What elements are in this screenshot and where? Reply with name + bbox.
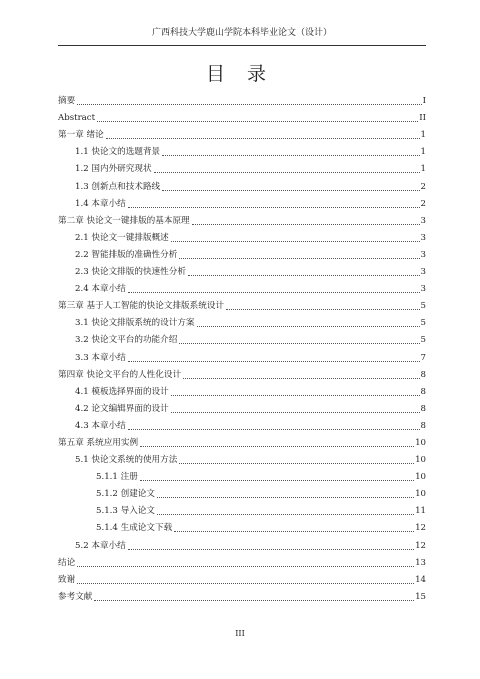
toc-entry-title: 参考文献 — [58, 591, 93, 602]
toc-entry[interactable] — [58, 569, 426, 586]
toc-entry-title: 5.1.4 生成论文下载 — [96, 523, 173, 534]
toc-entry-title: 2.1 快论文一键排版概述 — [75, 232, 169, 243]
toc-entry-page: 8 — [420, 386, 426, 397]
toc-dot-leader — [179, 257, 419, 259]
toc-entry[interactable] — [58, 534, 426, 551]
toc-entry[interactable] — [58, 552, 426, 569]
toc-entry[interactable] — [58, 278, 426, 295]
toc-entry[interactable] — [58, 312, 426, 329]
toc-entry-title: 1.3 创新点和技术路线 — [75, 181, 161, 192]
toc-entry[interactable] — [58, 295, 426, 312]
toc-dot-leader — [157, 513, 414, 515]
toc-entry-page: 1 — [420, 147, 426, 158]
toc-entry-page: 10 — [415, 472, 426, 483]
toc-entry-page: 10 — [415, 437, 426, 448]
toc-entry-title: 2.2 智能排版的准确性分析 — [75, 249, 178, 260]
toc-entry[interactable] — [58, 141, 426, 158]
toc-entry-title: 致谢 — [58, 574, 76, 585]
toc-dot-leader — [154, 171, 420, 173]
page-header: 广西科技大学鹿山学院本科毕业论文（设计） — [151, 28, 332, 38]
toc-entry-page: 10 — [415, 455, 426, 466]
toc-entry-title: 4.1 模板选择界面的设计 — [75, 386, 169, 397]
toc-dot-leader — [128, 548, 414, 550]
toc-entry[interactable] — [58, 329, 426, 346]
toc-entry-title: 3.1 快论文排版系统的设计方案 — [75, 318, 195, 329]
toc-entry-title: 3.3 本章小结 — [75, 352, 126, 363]
toc-entry-title: 第五章 系统应用实例 — [58, 437, 139, 448]
toc-entry-title: 第二章 快论文一键排版的基本原理 — [58, 215, 190, 226]
toc-entry[interactable] — [58, 193, 426, 210]
toc-entry-page: 3 — [420, 284, 426, 295]
toc-entry-title: 第一章 绪论 — [58, 130, 104, 141]
toc-entry-title: 5.1 快论文系统的使用方法 — [75, 455, 178, 466]
toc-entry[interactable] — [58, 90, 426, 107]
toc-dot-leader — [188, 274, 420, 276]
toc-entry-page: 11 — [415, 506, 426, 517]
toc-entry[interactable] — [58, 124, 426, 141]
toc-dot-leader — [128, 206, 420, 208]
toc-dot-leader — [197, 325, 420, 327]
toc-entry-page: II — [419, 113, 426, 124]
toc-entry-page: 7 — [420, 352, 426, 363]
toc-dot-leader — [179, 342, 419, 344]
toc-entry-page: 3 — [420, 249, 426, 260]
toc-entry-title: 5.1.2 创建论文 — [96, 489, 155, 500]
toc-entry-page: 8 — [420, 420, 426, 431]
toc-entry[interactable] — [58, 107, 426, 124]
toc-entry[interactable] — [58, 158, 426, 175]
toc-entry-page: 12 — [415, 523, 426, 534]
toc-dot-leader — [226, 308, 420, 310]
toc-dot-leader — [128, 360, 420, 362]
toc-dot-leader — [162, 189, 419, 191]
toc-entry-title: 4.3 本章小结 — [75, 420, 126, 431]
toc-entry-title: 1.4 本章小结 — [75, 198, 126, 209]
toc-entry-page: 5 — [420, 335, 426, 346]
toc-entry-page: 14 — [415, 574, 426, 585]
toc-dot-leader — [128, 291, 420, 293]
toc-dot-leader — [192, 223, 420, 225]
toc-entry[interactable] — [58, 432, 426, 449]
toc-dot-leader — [171, 411, 420, 413]
toc-entry-page: 8 — [420, 369, 426, 380]
toc-entry[interactable] — [58, 227, 426, 244]
toc-entry-page: 3 — [420, 232, 426, 243]
toc-entry[interactable] — [58, 364, 426, 381]
toc-entry-page: 1 — [420, 164, 426, 175]
header-rule — [58, 45, 426, 46]
toc-entry-title: Abstract — [58, 113, 96, 124]
toc-entry-title: 第三章 基于人工智能的快论文排版系统设计 — [58, 301, 225, 312]
toc-entry[interactable] — [58, 261, 426, 278]
toc-entry[interactable] — [58, 415, 426, 432]
toc-entry-page: 3 — [420, 215, 426, 226]
toc-entry[interactable] — [58, 517, 426, 534]
toc-title: 目 录 — [205, 63, 275, 85]
toc-entry-page: 10 — [415, 489, 426, 500]
toc-entry[interactable] — [58, 586, 426, 603]
toc-dot-leader — [106, 137, 420, 139]
toc-entry-title: 摘要 — [58, 96, 76, 107]
toc-dot-leader — [171, 240, 420, 242]
toc-entry[interactable] — [58, 175, 426, 192]
toc-entry-page: 12 — [415, 540, 426, 551]
toc-entry-title: 3.2 快论文平台的功能介绍 — [75, 335, 178, 346]
toc-entry-title: 第四章 快论文平台的人性化设计 — [58, 369, 182, 380]
toc-entry-page: 15 — [415, 591, 426, 602]
toc-entry[interactable] — [58, 398, 426, 415]
toc-dot-leader — [162, 154, 419, 156]
toc-dot-leader — [174, 530, 414, 532]
toc-entry-page: I — [422, 96, 426, 107]
toc-entry-title: 5.2 本章小结 — [75, 540, 126, 551]
toc-dot-leader — [157, 496, 414, 498]
toc-entry[interactable] — [58, 483, 426, 500]
toc-dot-leader — [97, 120, 418, 122]
toc-dot-leader — [171, 394, 420, 396]
toc-entry-page: 5 — [420, 318, 426, 329]
toc-entry-title: 5.1.3 导入论文 — [96, 506, 155, 517]
toc-entry[interactable] — [58, 346, 426, 363]
toc-entry-title: 4.2 论文编辑界面的设计 — [75, 403, 169, 414]
toc-entry[interactable] — [58, 381, 426, 398]
toc-list — [58, 90, 426, 603]
toc-entry-page: 13 — [415, 557, 426, 568]
toc-entry-title: 2.4 本章小结 — [75, 284, 126, 295]
toc-dot-leader — [128, 428, 420, 430]
toc-entry-page: 2 — [420, 198, 426, 209]
page-number: III — [235, 629, 245, 638]
toc-entry-title: 1.2 国内外研究现状 — [75, 164, 152, 175]
toc-entry-title: 5.1.1 注册 — [96, 472, 138, 483]
toc-dot-leader — [140, 445, 414, 447]
toc-dot-leader — [77, 582, 414, 584]
toc-dot-leader — [179, 462, 414, 464]
toc-entry[interactable] — [58, 244, 426, 261]
toc-entry-page: 8 — [420, 403, 426, 414]
toc-entry-page: 1 — [420, 130, 426, 141]
toc-dot-leader — [77, 103, 421, 105]
toc-entry-page: 5 — [420, 301, 426, 312]
toc-entry[interactable] — [58, 210, 426, 227]
toc-entry-title: 1.1 快论文的选题背景 — [75, 147, 161, 158]
toc-entry[interactable] — [58, 466, 426, 483]
toc-entry-page: 2 — [420, 181, 426, 192]
toc-entry[interactable] — [58, 449, 426, 466]
toc-dot-leader — [183, 377, 419, 379]
toc-dot-leader — [94, 599, 414, 601]
toc-dot-leader — [77, 565, 414, 567]
toc-entry-page: 3 — [420, 267, 426, 278]
toc-entry-title: 结论 — [58, 557, 76, 568]
toc-entry-title: 2.3 快论文排版的快速性分析 — [75, 267, 186, 278]
toc-entry[interactable] — [58, 500, 426, 517]
toc-dot-leader — [140, 479, 414, 481]
